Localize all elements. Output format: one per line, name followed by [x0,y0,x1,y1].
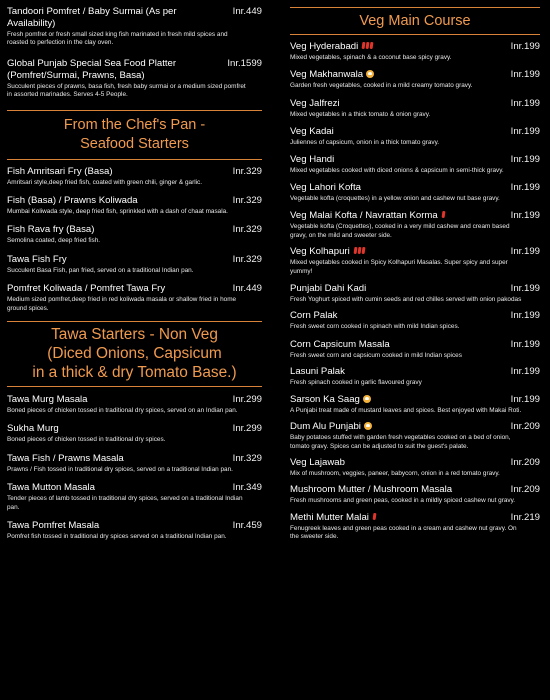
menu-item-name: Pomfret Koliwada / Pomfret Tawa Fry [7,283,166,295]
menu-item-name-wrap [290,182,367,194]
menu-item-name: Tandoori Pomfret / Baby Surmai (As per Availability) [7,6,177,29]
menu-item-header [7,58,262,82]
menu-item-name-wrap [290,512,382,524]
menu-item-name-wrap [7,166,119,178]
menu-item-description: Baby potatoes stuffed with garden fresh vegetables cooked on a bed of onion, tomato gravy. Spices can be adjusted to suit the guest's palate. [290,434,511,450]
menu-item-name-wrap [7,482,101,494]
tawa-starters-list [7,387,262,541]
menu-item-header [7,254,262,266]
menu-item [290,457,540,478]
menu-item [7,166,262,187]
menu-item-header [7,166,262,178]
menu-item-header [290,283,540,295]
menu-item-price: Inr.449 [232,283,262,295]
menu-item-description: Boned pieces of chicken tossed in traditional dry spices, served on an Indian pan. [7,407,238,415]
menu-item [290,210,540,240]
menu-item-name: Fish (Basa) / Prawns Koliwada [7,195,138,207]
menu-item-name: Veg Hyderabadi [290,41,359,52]
menu-item-price: Inr.209 [510,484,540,496]
menu-item-header [290,182,540,194]
menu-item-header [290,457,540,469]
menu-item-price: Inr.199 [510,69,540,81]
menu-item-description: Mumbai Koliwada style, deep fried fish, sprinkled with a dash of chaat masala. [7,208,228,216]
menu-item [290,394,540,415]
menu-item-price: Inr.199 [510,366,540,378]
menu-item-name: Tawa Murg Masala [7,394,88,406]
chef-special-icon [366,70,374,78]
menu-item-header [290,126,540,138]
menu-item-description: Fenugreek leaves and green peas cooked in a cream and cashew nut gravy. On the sweeter side. [290,524,517,541]
menu-item-header [290,512,540,524]
menu-item-name: Global Punjab Special Sea Food Platter (Pomfret/Surmai, Prawns, Basa) [7,57,177,81]
menu-item-name: Veg Handi [290,153,335,165]
menu-item-price: Inr.199 [510,283,540,295]
menu-item-price: Inr.199 [510,246,540,258]
menu-item-name: Fish Amritsari Fry (Basa) [7,165,113,177]
menu-item-name-wrap [290,246,371,258]
menu-item-description: Succulent Basa Fish, pan fried, served on a traditional Indian pan. [7,266,194,274]
menu-item-description: A Punjabi treat made of mustard leaves and spices. Best enjoyed with Makai Roti. [290,406,522,414]
menu-item-name-wrap [7,6,233,30]
menu-item-description: Mixed vegetables, spinach & a coconut base spicy gravy. [290,54,452,61]
menu-item-description: Prawns / Fish tossed in traditional dry spices, served on a traditional Indian pan. [7,465,233,473]
menu-item-header [290,339,540,351]
menu-item-header [290,69,540,81]
menu-item-name-wrap [7,283,171,295]
menu-item-header [290,154,540,166]
chili-icon [353,246,365,258]
menu-item-header [7,482,262,494]
menu-item-name-wrap [7,195,144,207]
menu-item-header [7,6,262,30]
seafood-section-title-line2: Seafood Starters [80,135,189,152]
menu-item-price: Inr.459 [232,520,262,532]
menu-item [7,224,262,245]
menu-item [290,283,540,304]
menu-item-price: Inr.1599 [227,57,262,69]
menu-item-name: Tawa Pomfret Masala [7,520,100,532]
menu-item-name-wrap [290,394,377,406]
menu-item [7,6,262,48]
menu-item [290,154,540,175]
right-column [290,0,540,700]
menu-item-name: Methi Mutter Malai [290,511,369,523]
menu-item [290,69,540,90]
menu-item-header [290,98,540,110]
menu-item [7,195,262,216]
menu-item-description: Juliennes of capsicum, onion in a thick tomato gravy. [290,139,440,147]
menu-item-description: Mixed vegetables in a thick tomato & onion gravy. [290,110,431,118]
menu-item [7,453,262,474]
tawa-section-title-line2: (Diced Onions, Capsicum [47,345,222,363]
menu-item-name: Punjabi Dahi Kadi [290,283,367,295]
chef-special-icon [363,395,371,403]
menu-item-price: Inr.329 [232,195,262,207]
menu-item-header [7,224,262,236]
menu-item-name-wrap [290,210,451,222]
menu-item-description: Garden fresh vegetables, cooked in a mild creamy tomato gravy. [290,82,473,90]
menu-item-name-wrap [7,58,227,82]
menu-item-name-wrap [7,254,73,266]
tawa-section-title-line3: in a thick & dry Tomato Base.) [32,364,237,382]
menu-item [290,126,540,147]
menu-item-description: Medium sized pomfret,deep fried in red koliwada masala or shallow fried in home ground spices. [7,296,237,312]
menu-item-description: Boned pieces of chicken tossed in traditional dry spices. [7,436,166,444]
menu-item [290,182,540,203]
menu-item-name-wrap [290,283,372,295]
veg-main-course-title: Veg Main Course [359,13,471,29]
menu-item-description: Mixed vegetables cooked with diced onions & capsicum in semi-thick gravy. [290,166,504,174]
menu-item-name-wrap [290,69,380,81]
menu-item-description: Mixed vegetables cooked in Spicy Kolhapuri Masalas. Super spicy and super yummy! [290,259,508,275]
menu-item-header [290,366,540,378]
menu-item-price: Inr.219 [510,511,540,523]
menu-item-description: Pomfret fish tossed in traditional dry spices served on a traditional Indian pan. [7,533,227,541]
menu-item [7,254,262,275]
menu-item-name: Tawa Fish Fry [7,253,67,265]
menu-item [290,484,540,505]
menu-item-header [7,283,262,295]
menu-item-header [7,195,262,207]
menu-item-description: Vegetable kofta (Croquettes), cooked in a very mild cashew and cream based gravy, on the mild and sweeter side. [290,223,510,239]
menu-item-name-wrap [7,423,65,435]
menu-item-name: Mushroom Mutter / Mushroom Masala [290,484,453,496]
menu-item-name: Veg Kolhapuri [290,246,350,258]
menu-item-name: Veg Lajawab [290,456,345,468]
menu-item-name-wrap [7,224,100,236]
menu-item-price: Inr.199 [510,126,540,138]
menu-item-price: Inr.199 [510,41,540,52]
menu-item-header [290,421,540,433]
menu-item-name-wrap [290,366,351,378]
menu-item-name-wrap [290,154,340,166]
menu-item-name: Lasuni Palak [290,366,345,378]
menu-item-name-wrap [290,339,396,351]
menu-item-name-wrap [290,421,378,433]
menu-item-description: Mix of mushroom, veggies, paneer, babycorn, onion in a red tomato gravy. [290,469,500,477]
menu-item [290,512,540,542]
menu-item-header [7,453,262,465]
menu-item-price: Inr.449 [232,6,262,17]
menu-item-name-wrap [290,484,458,496]
menu-item-description: Fresh sweet corn cooked in spinach with mild Indian spices. [290,323,460,331]
menu-item-header [290,210,540,222]
menu-item-description: Fresh spinach cooked in garlic flavoured gravy [290,379,422,387]
seafood-section-header [7,111,262,154]
menu-item-name: Corn Capsicum Masala [290,338,390,350]
menu-item-price: Inr.329 [232,165,262,177]
menu-item-name-wrap [7,453,130,465]
chili-icon [361,41,373,53]
menu-item-description: Amritsari style,deep fried fish, coated with green chili, ginger & garlic. [7,178,203,186]
menu-item [290,98,540,119]
menu-item-description: Fresh mushrooms and green peas, cooked in a mildly spiced cashew nut gravy. [290,497,516,505]
menu-item-name-wrap [290,457,351,469]
menu-item-price: Inr.199 [510,210,540,222]
chili-icon [441,210,445,222]
menu-item-description: Fresh sweet corn and capsicum cooked in mild Indian spices [290,351,462,359]
menu-item [290,246,540,276]
menu-item [7,394,262,415]
menu-item-name: Fish Rava fry (Basa) [7,224,95,236]
menu-item-description: Tender pieces of lamb tossed in traditional dry spices, served on a traditional Indian pan. [7,495,243,511]
menu-item-price: Inr.349 [232,482,262,494]
menu-item-price: Inr.199 [510,338,540,350]
menu-item-name: Tawa Fish / Prawns Masala [7,452,124,464]
menu-item-price: Inr.209 [510,421,540,433]
chili-icon [372,512,376,524]
menu-item-name: Dum Alu Punjabi [290,421,361,433]
menu-item-price: Inr.299 [232,394,262,406]
menu-item [7,58,262,100]
menu-item-name: Veg Malai Kofta / Navrattan Korma [290,210,438,222]
menu-item-price: Inr.199 [510,153,540,165]
menu-item-header [7,394,262,406]
menu-item-name-wrap [7,520,105,532]
menu-item-name: Veg Jalfrezi [290,97,340,109]
menu-item-description: Succulent pieces of prawns, basa fish, fresh baby surmai or a medium sized pomfret in assorted marinades. Serves 4-5 People. [7,82,246,99]
seafood-starters-list [7,160,262,313]
menu-item-name: Veg Makhanwala [290,69,364,81]
menu-item-name: Corn Palak [290,310,338,322]
menu-item [290,366,540,387]
menu-item-header [290,394,540,406]
menu-item-name-wrap [290,310,343,322]
menu-item-name-wrap [290,98,346,110]
menu-item [7,520,262,541]
menu-item [7,482,262,512]
left-column [7,0,262,700]
menu-item-name-wrap [290,126,340,138]
tawa-section-header [7,322,262,382]
menu-item-price: Inr.329 [232,253,262,265]
menu-item [290,310,540,331]
menu-item [290,41,540,62]
menu-item [290,339,540,360]
menu-item [290,421,540,451]
menu-item-price: Inr.299 [232,423,262,435]
menu-item-description: Vegetable kofta (croquettes) in a yellow onion and cashew nut base gravy. [290,195,500,203]
menu-item-price: Inr.199 [510,97,540,109]
menu-item-price: Inr.329 [232,452,262,464]
menu-item-header [290,246,540,258]
menu-item-price: Inr.199 [510,393,540,405]
menu-item-name-wrap [7,394,94,406]
menu-item-price: Inr.209 [510,456,540,468]
menu-item-price: Inr.199 [510,182,540,194]
menu-item-price: Inr.329 [232,224,262,236]
menu-item-header [7,423,262,435]
top-items-group [7,0,262,100]
menu-item-name: Tawa Mutton Masala [7,482,95,494]
menu-item [7,283,262,313]
menu-item-name: Sarson Ka Saag [290,393,360,405]
chef-special-icon [364,422,372,430]
menu-item-description: Fresh Yoghurt spiced with cumin seeds and red chilles served with onion pakodas [290,296,522,304]
menu-item [7,423,262,444]
veg-main-course-list [290,35,540,542]
menu-item-name: Veg Lahori Kofta [290,182,361,194]
menu-item-name-wrap [290,41,379,53]
menu-item-name: Sukha Murg [7,423,59,435]
menu-item-header [290,484,540,496]
menu-item-price: Inr.199 [510,310,540,322]
menu-item-header [7,520,262,532]
menu-item-description: Semolina coated, deep fried fish. [7,237,101,245]
menu-item-description: Fresh pomfret or fresh small sized king fish marinated in fresh mild spices and roasted to perfection in the clay oven. [7,31,228,47]
menu-item-header [290,310,540,322]
seafood-section-title-line1: From the Chef's Pan - [63,116,206,133]
menu-item-name: Veg Kadai [290,126,334,138]
tawa-section-title-line1: Tawa Starters - Non Veg [51,326,218,344]
menu-item-header [290,41,540,53]
